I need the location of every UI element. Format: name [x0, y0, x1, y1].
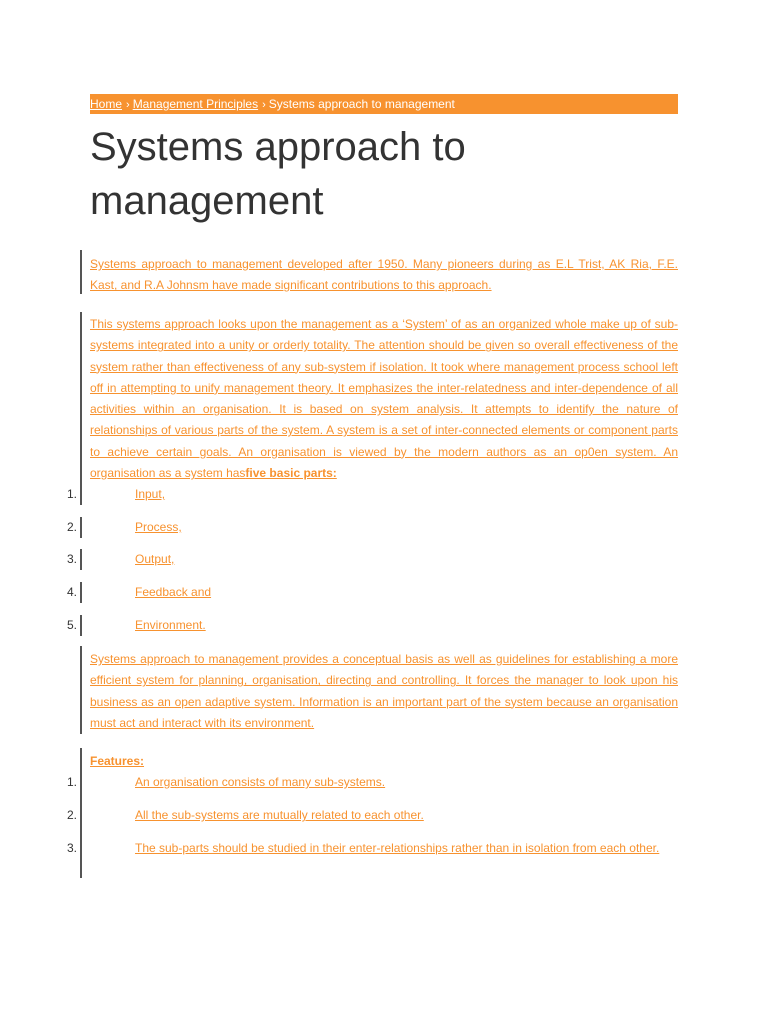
- breadcrumb-current: Systems approach to management: [268, 97, 455, 111]
- list-number: 3.: [66, 841, 77, 855]
- conceptual-paragraph: [90, 649, 678, 734]
- list-item-text: An organisation consists of many sub-systems.: [135, 775, 386, 789]
- list-number: 2.: [66, 808, 77, 822]
- features-heading: Features:: [90, 754, 145, 768]
- list-item-text-wrap: [90, 838, 678, 859]
- list-item-text: Feedback and: [135, 585, 212, 599]
- breadcrumb-section-link[interactable]: Management Principles: [132, 97, 259, 111]
- list-item: [0, 582, 768, 603]
- paragraph-rule: [80, 250, 82, 294]
- list-item-text: Input,: [135, 487, 166, 501]
- list-item-text: All the sub-systems are mutually related to each other.: [135, 808, 424, 822]
- breadcrumb-home-link[interactable]: Home: [90, 97, 123, 111]
- chevron-right-icon: ›: [126, 99, 130, 111]
- list-number: 1.: [66, 775, 77, 789]
- paragraph-rule: [80, 646, 82, 734]
- list-number: 2.: [66, 520, 77, 534]
- list-item: [0, 517, 768, 538]
- list-rule: [80, 582, 82, 603]
- list-item-text: Output,: [135, 552, 175, 566]
- list-item-text: Environment.: [135, 618, 206, 632]
- list-rule: [80, 615, 82, 636]
- list-item-text: Process,: [135, 520, 182, 534]
- breadcrumb: [90, 94, 678, 114]
- list-item: [0, 838, 768, 880]
- list-rule: [80, 484, 82, 505]
- five-parts-label: five basic parts:: [245, 466, 337, 481]
- conceptual-text: Systems approach to management provides a conceptual basis as well as guidelines for establishing a more efficient system for planning, organisation, directing and controlling. It forces the manager to look upon his business as an open adaptive system. Information is an important part of the system because an organisation must act and interact with its environment.: [90, 652, 678, 730]
- intro-paragraph: [90, 254, 678, 297]
- list-number: 1.: [66, 487, 77, 501]
- list-number: 4.: [66, 585, 77, 599]
- list-item: [0, 615, 768, 636]
- list-item: [0, 772, 768, 793]
- list-number: 5.: [66, 618, 77, 632]
- intro-text: Systems approach to management developed after 1950. Many pioneers during as E.L Trist, AK Ria, F.E. Kast, and R.A Johnsm have made significant contributions to this approach.: [90, 257, 678, 293]
- features-heading-block: [90, 751, 678, 772]
- list-item: [0, 549, 768, 570]
- list-item: [0, 805, 768, 826]
- paragraph-rule: [80, 312, 82, 486]
- list-rule: [80, 549, 82, 570]
- system-paragraph: [90, 314, 678, 484]
- list-rule: [80, 517, 82, 538]
- list-item-text: The sub-parts should be studied in their enter-relationships rather than in isolation from each other.: [135, 841, 660, 855]
- page-title: Systems approach to management: [90, 125, 466, 223]
- list-item: [0, 484, 768, 505]
- chevron-right-icon: ›: [262, 99, 266, 111]
- system-text: This systems approach looks upon the management as a ‘System’ of as an organized whole make up of sub-systems integrated into a unity or orderly totality. The attention should be given so overall effectiveness of the system rather than effectiveness of any sub-system if isolation. It took where management process school left off in attempting to unify management theory. It emphasizes the inter-relatedness and inter-dependence of all activities within an organisation. It is based on system analysis. It attempts to identify the nature of relationships of various parts of the system. A system is a set of inter-connected elements or component parts to achieve certain goals. An organisation is viewed by the modern authors as an op0en system. An organisation as a system has: [90, 317, 678, 481]
- list-number: 3.: [66, 552, 77, 566]
